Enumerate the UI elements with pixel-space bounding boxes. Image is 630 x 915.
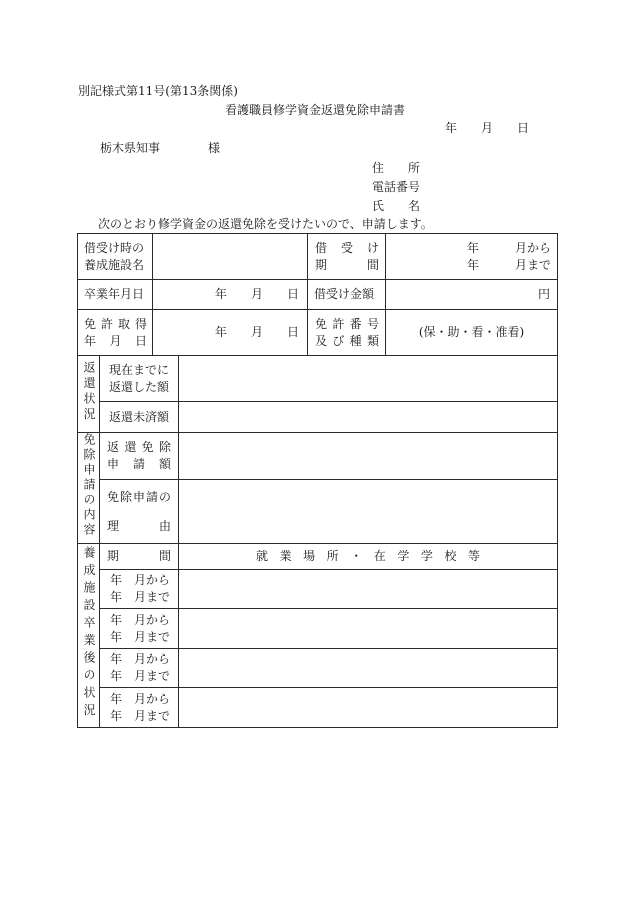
post-graduation-row [78, 609, 558, 649]
post-graduation-row [78, 688, 558, 728]
period-from: 年 月から [110, 612, 171, 627]
facility-label-line: 養成施設名 [84, 257, 145, 272]
repayment-status-group-label: 返還状況 [82, 360, 96, 423]
license-type-value: (保・助・看・准看) [386, 310, 558, 356]
row-unpaid-amount [78, 402, 558, 433]
facility-label-line: 借受け時の [84, 240, 145, 255]
graduation-date-value: 年 月 日 [153, 280, 308, 310]
unpaid-amount-value-cell [179, 402, 558, 433]
license-date-label-line: 免 許 取 得 [84, 316, 147, 331]
period-from: 年 月から [110, 652, 171, 666]
row-repaid-amount [78, 356, 558, 402]
period-to: 年 月まで [110, 669, 171, 683]
loan-period-label-line: 期 間 [315, 257, 380, 272]
exemption-request-group-cell [78, 433, 100, 544]
exemption-reason-value-cell [179, 480, 558, 544]
exemption-amount-label-line: 申 請 額 [107, 457, 171, 472]
loan-amount-value: 円 [386, 280, 558, 310]
post-graduation-row [78, 570, 558, 609]
exemption-reason-label-cell [100, 480, 179, 544]
period-to: 年 月まで [110, 590, 171, 604]
loan-amount-label: 借受け金額 [308, 280, 386, 310]
license-date-label-line: 年 月 日 [84, 333, 147, 348]
post-graduation-group-label: 養成施設卒業後の状況 [82, 545, 96, 721]
graduation-date-label: 卒業年月日 [78, 280, 153, 310]
license-number-label-line: 及 び 種 類 [315, 333, 380, 348]
post-graduation-row [78, 649, 558, 688]
facility-label-cell [78, 234, 153, 280]
row-license [78, 310, 558, 356]
exemption-reason-label-line: 理 由 [107, 518, 171, 533]
period-header: 期 間 [107, 549, 171, 563]
place-header-cell [179, 544, 558, 570]
post-graduation-place-cell [179, 609, 558, 649]
row-facility [78, 234, 558, 280]
license-date-value: 年 月 日 [153, 310, 308, 356]
addressee: 栃木県知事 [100, 141, 161, 155]
exemption-reason-label-line: 免除申請の [107, 489, 171, 504]
post-graduation-place-cell [179, 570, 558, 609]
period-header-cell [100, 544, 179, 570]
repaid-amount-label-line: 現在までに [109, 362, 170, 377]
exemption-amount-label-cell [100, 433, 179, 480]
facility-value-cell [153, 234, 308, 280]
loan-period-to: 年 月まで [467, 257, 552, 272]
period-from: 年 月から [110, 573, 171, 587]
license-number-label-line: 免 許 番 号 [315, 316, 380, 331]
period-to: 年 月まで [110, 629, 171, 644]
exemption-request-group-label: 免除申請の内容 [82, 433, 96, 538]
post-graduation-period-cell [100, 688, 179, 728]
row-post-graduation-header [78, 544, 558, 570]
row-exemption-amount [78, 433, 558, 480]
unpaid-amount-label: 返還未済額 [100, 402, 179, 433]
loan-period-value-cell [386, 234, 558, 280]
post-graduation-period-cell [100, 570, 179, 609]
loan-period-label-cell [308, 234, 386, 280]
loan-period-from: 年 月から [467, 240, 552, 255]
repaid-amount-value-cell [179, 356, 558, 402]
exemption-amount-label-line: 返 還 免 除 [107, 440, 171, 455]
post-graduation-group-cell [78, 544, 100, 728]
license-date-label-cell [78, 310, 153, 356]
repayment-status-group-cell [78, 356, 100, 433]
post-graduation-period-cell [100, 649, 179, 688]
form-title: 看護職員修学資金返還免除申請書 [224, 103, 405, 117]
intro-statement: 次のとおり修学資金の返還免除を受けたいので、申請します。 [98, 217, 433, 231]
row-exemption-reason [78, 480, 558, 544]
exemption-reason-spacer [100, 506, 178, 518]
applicant-address-label: 住 所 [372, 161, 421, 175]
honorific: 様 [208, 141, 221, 155]
applicant-phone-label: 電話番号 [372, 180, 421, 194]
row-graduation [78, 280, 558, 310]
post-graduation-place-cell [179, 649, 558, 688]
place-header: 就 業 場 所 ・ 在 学 学 校 等 [256, 549, 481, 563]
application-table [77, 233, 558, 728]
license-number-label-cell [308, 310, 386, 356]
post-graduation-period-cell [100, 609, 179, 649]
form-number: 別記様式第11号(第13条関係) [78, 84, 238, 98]
applicant-name-label: 氏 名 [372, 199, 421, 213]
exemption-amount-value-cell [179, 433, 558, 480]
submission-date: 年 月 日 [445, 121, 530, 135]
post-graduation-place-cell [179, 688, 558, 728]
repaid-amount-label-line: 返還した額 [109, 379, 170, 394]
loan-period-label-line: 借 受 け [315, 240, 380, 255]
period-to: 年 月まで [110, 708, 171, 723]
repaid-amount-label-cell [100, 356, 179, 402]
period-from: 年 月から [110, 691, 171, 706]
